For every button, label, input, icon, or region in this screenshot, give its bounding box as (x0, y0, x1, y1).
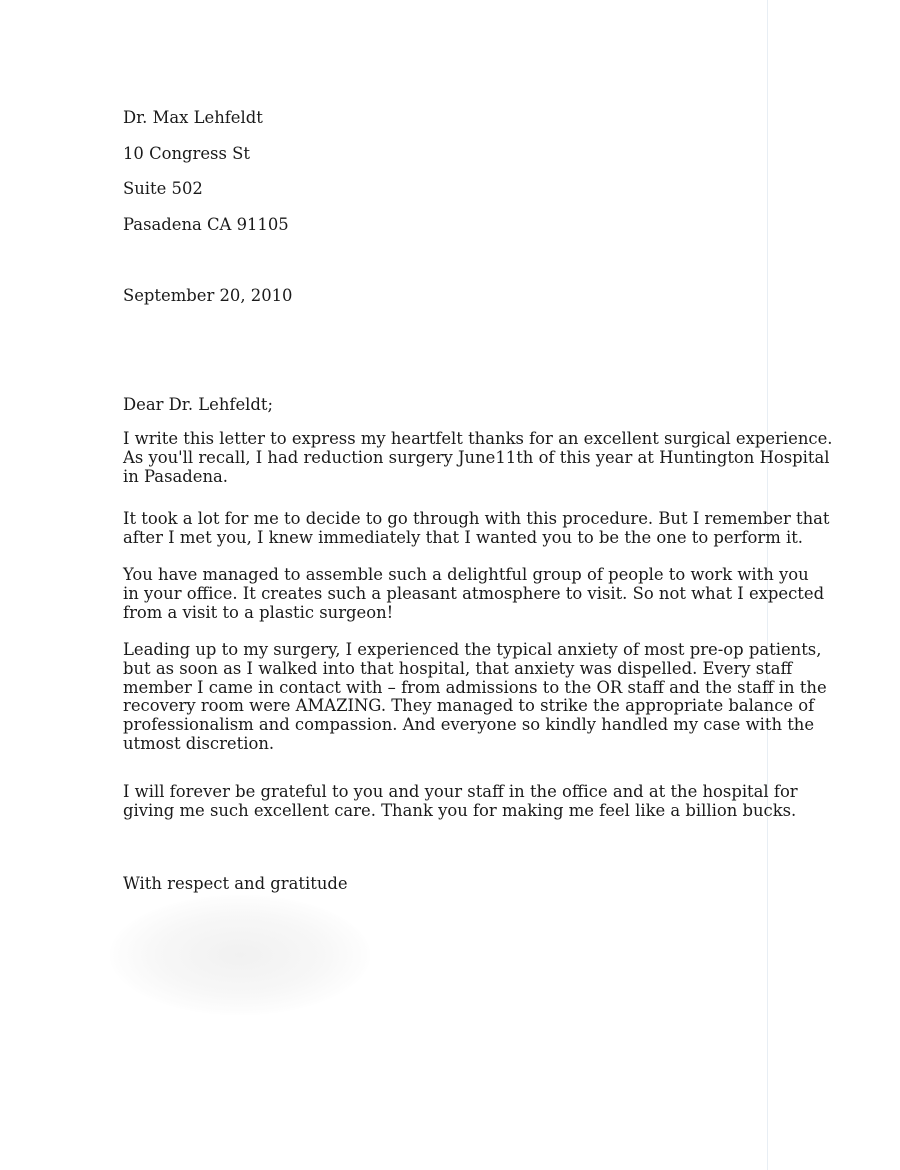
recipient-name: Dr. Max Lehfeldt (123, 108, 263, 127)
paragraph-2 (123, 509, 830, 548)
paragraph-line: giving me such excellent care. Thank you for making me feel like a billion bucks. (123, 800, 797, 820)
closing: With respect and gratitude (123, 874, 348, 893)
paragraph-line: You have managed to assemble such a delightful group of people to work with you (123, 565, 809, 584)
redacted-signature (110, 895, 370, 1015)
letter-date: September 20, 2010 (123, 286, 293, 305)
paragraph-3 (123, 565, 825, 622)
paragraph-line: recovery room were AMAZING. They managed to strike the appropriate balance of (123, 696, 815, 716)
paragraph-line: in your office. It creates such a pleasant atmosphere to visit. So not what I expected (123, 583, 825, 603)
paragraph-line: member I came in contact with – from admissions to the OR staff and the staff in the (123, 677, 827, 697)
paragraph-line: utmost discretion. (123, 733, 275, 753)
paragraph-5 (123, 782, 798, 821)
recipient-suite: Suite 502 (123, 179, 203, 198)
paragraph-line: in Pasadena. (123, 466, 228, 486)
recipient-city: Pasadena CA 91105 (123, 215, 289, 234)
paragraph-4 (123, 640, 827, 754)
paragraph-line: I write this letter to express my heartfelt thanks for an excellent surgical experience. (123, 429, 833, 448)
paragraph-line: It took a lot for me to decide to go through with this procedure. But I remember that (123, 509, 830, 528)
paragraph-line: Leading up to my surgery, I experienced the typical anxiety of most pre-op patients, (123, 640, 822, 659)
paragraph-line: As you'll recall, I had reduction surgery June11th of this year at Huntington Hospital (123, 447, 830, 467)
paragraph-line: professionalism and compassion. And everyone so kindly handled my case with the (123, 715, 815, 735)
paragraph-line: but as soon as I walked into that hospital, that anxiety was dispelled. Every staff (123, 658, 793, 678)
paragraph-1 (123, 429, 833, 486)
salutation: Dear Dr. Lehfeldt; (123, 395, 274, 414)
paragraph-line: after I met you, I knew immediately that I wanted you to be the one to perform it. (123, 527, 803, 547)
recipient-street: 10 Congress St (123, 144, 250, 163)
paragraph-line: I will forever be grateful to you and your staff in the office and at the hospital for (123, 782, 798, 801)
paragraph-line: from a visit to a plastic surgeon! (123, 602, 394, 622)
